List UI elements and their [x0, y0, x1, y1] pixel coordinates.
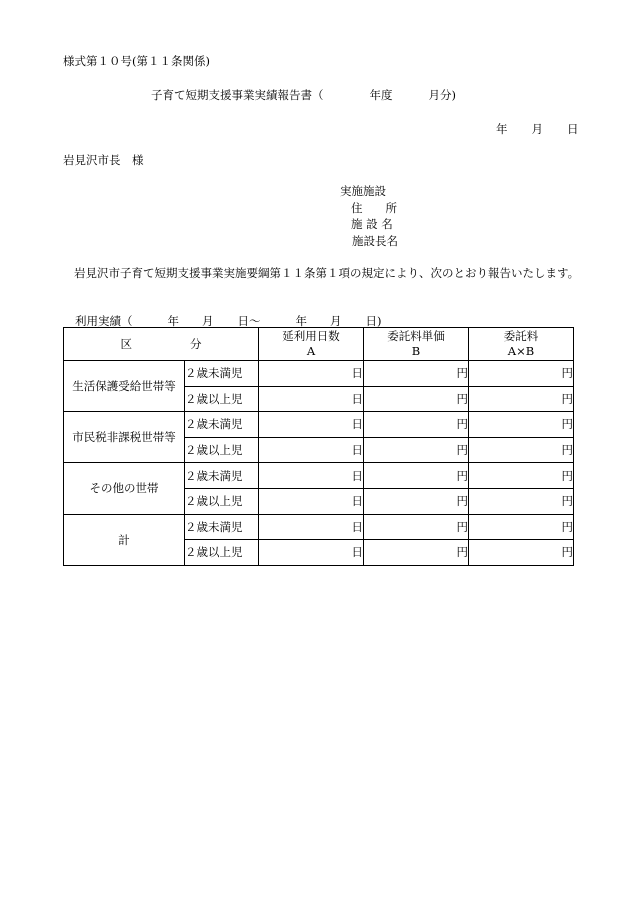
fee-cell: 円 [469, 463, 574, 489]
age-cell: ２歳未満児 [185, 463, 259, 489]
unit-price-cell: 円 [364, 540, 469, 566]
period-day-from: 日～ [237, 314, 261, 328]
period-month-to: 月 [330, 314, 342, 328]
category-cell: 市民税非課税世帯等 [64, 412, 185, 463]
age-cell: ２歳以上児 [185, 437, 259, 463]
fee-cell: 円 [469, 540, 574, 566]
unit-price-header: 委託料単価 B [364, 328, 469, 361]
age-cell: ２歳以上児 [185, 540, 259, 566]
period-month-from: 月 [202, 314, 214, 328]
date-month: 月 [531, 122, 543, 136]
days-cell: 日 [259, 488, 364, 514]
period-year-to: 年 [295, 314, 307, 328]
category-cell: 生活保護受給世帯等 [64, 361, 185, 412]
table-row [64, 463, 574, 489]
days-cell: 日 [259, 361, 364, 387]
facility-name-label: 施 設 名 [351, 217, 393, 232]
facility-director-label: 施設長名 [352, 233, 398, 248]
category-cell: 計 [64, 514, 185, 565]
table-row [64, 514, 574, 540]
facility-address-label: 住 所 [351, 200, 397, 215]
form-number: 様式第１０号(第１１条関係) [63, 54, 210, 68]
days-cell: 日 [259, 386, 364, 412]
age-cell: ２歳未満児 [185, 412, 259, 438]
age-cell: ２歳以上児 [185, 488, 259, 514]
days-cell: 日 [259, 437, 364, 463]
fee-cell: 円 [469, 412, 574, 438]
age-cell: ２歳未満児 [185, 514, 259, 540]
period-label: 利用実績（ [75, 314, 133, 328]
title-month-label: 月分) [428, 88, 456, 102]
usage-report-table [63, 327, 574, 566]
category-header: 区 分 [64, 328, 259, 361]
days-header: 延利用日数 A [259, 328, 364, 361]
table-header-row [64, 328, 574, 361]
category-cell: その他の世帯 [64, 463, 185, 514]
unit-price-cell: 円 [364, 463, 469, 489]
date-day: 日 [567, 122, 579, 136]
addressee: 岩見沢市長 様 [63, 153, 144, 167]
fee-header: 委託料 A×B [469, 328, 574, 361]
fee-cell: 円 [469, 488, 574, 514]
days-cell: 日 [259, 540, 364, 566]
report-statement: 岩見沢市子育て短期支援事業実施要綱第１１条第１項の規定により、次のとおり報告いたします。 [74, 266, 580, 280]
unit-price-cell: 円 [364, 514, 469, 540]
days-cell: 日 [259, 514, 364, 540]
date-year: 年 [496, 122, 508, 136]
period-year-from: 年 [167, 314, 179, 328]
facility-heading: 実施施設 [340, 184, 386, 198]
table-row [64, 361, 574, 387]
unit-price-cell: 円 [364, 386, 469, 412]
days-cell: 日 [259, 463, 364, 489]
unit-price-cell: 円 [364, 437, 469, 463]
age-cell: ２歳以上児 [185, 386, 259, 412]
facility-block [340, 183, 398, 249]
report-date [496, 121, 579, 137]
unit-price-cell: 円 [364, 412, 469, 438]
fee-cell: 円 [469, 361, 574, 387]
days-cell: 日 [259, 412, 364, 438]
fee-cell: 円 [469, 514, 574, 540]
title-year-label: 年度 [369, 88, 393, 102]
unit-price-cell: 円 [364, 488, 469, 514]
table-row [64, 412, 574, 438]
fee-cell: 円 [469, 437, 574, 463]
period-day-to: 日) [365, 314, 382, 328]
fee-cell: 円 [469, 386, 574, 412]
unit-price-cell: 円 [364, 361, 469, 387]
document-title [151, 87, 456, 103]
title-prefix: 子育て短期支援事業実績報告書（ [151, 88, 324, 102]
age-cell: ２歳未満児 [185, 361, 259, 387]
